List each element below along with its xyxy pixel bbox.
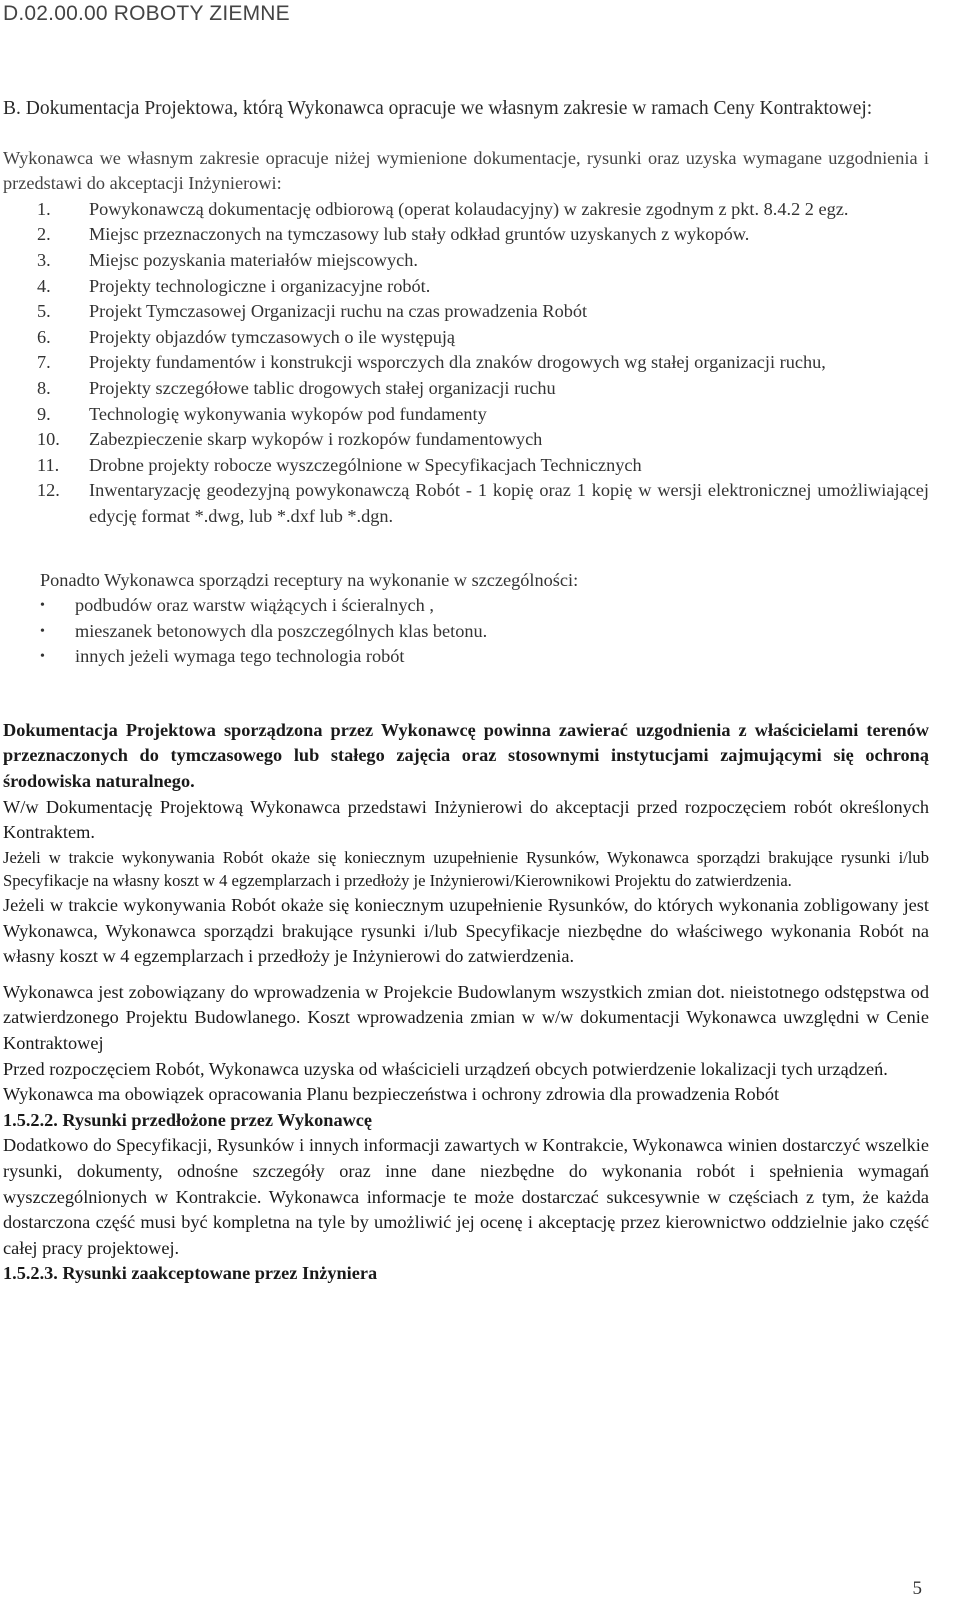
list-item: 5. Projekt Tymczasowej Organizacji ruchu na czas prowadzenia Robót [37, 301, 588, 322]
list-item: 3. Miejsc pozyskania materiałów miejscowych. [37, 249, 418, 270]
list-item: • podbudów oraz warstw wiążących i ścieralnych , [3, 593, 929, 619]
paragraph: Dodatkowo do Specyfikacji, Rysunków i innych informacji zawartych w Kontrakcie, Wykonawca winien dostarczyć wszelkie rysunki, dokumenty, odnośne szczegóły oraz inne dane niezbędne do wykonania robót i spełnienia wymagań wyszczególnionych w Kontrakcie. Wykonawca informacje te może dostarczać sukcesywnie w częściach z tym, że każda dostarczona część musi być kompletna na tyle by umożliwić jej ocenę i akceptację przez kierownictwo oddzielnie jako część całej pracy projektowej. [3, 1135, 929, 1258]
paragraph: Wykonawca jest zobowiązany do wprowadzenia w Projekcie Budowlanym wszystkich zmian dot. nieistotnego odstępstwa od zatwierdzonego Projektu Budowlanego. Koszt wprowadzenia zmian w w/w dokumentacji Wykonawca uwzględni w Cenie Kontraktowej [3, 981, 929, 1053]
receptury-list [3, 593, 929, 670]
section-heading: 1.5.2.2. Rysunki przedłożone przez Wykonawcę [3, 1109, 373, 1130]
paragraph: W/w Dokumentację Projektową Wykonawca przedstawi Inżynierowi do akceptacji przed rozpoczęciem robót określonych Kontraktem. [3, 796, 929, 843]
list-item: 9. Technologię wykonywania wykopów pod fundamenty [37, 403, 487, 424]
list-item: 12. Inwentaryzację geodezyjną powykonawczą Robót - 1 kopię oraz 1 kopię w wersji elektronicznej umożliwiającej edycję format *.dwg, lub *.dxf lub *.dgn. [37, 480, 929, 526]
section-b-intro: Wykonawca we własnym zakresie opracuje niżej wymienione dokumentacje, rysunki oraz uzyska wymagane uzgodnienia i przedstawi do akceptacji Inżynierowi: [3, 147, 929, 194]
bullet-icon: • [40, 623, 45, 639]
section-b-heading: B. Dokumentacja Projektowa, którą Wykonawca opracuje we własnym zakresie w ramach Ceny Kontraktowej: [3, 98, 873, 119]
receptury-intro: Ponadto Wykonawca sporządzi receptury na wykonanie w szczególności: [40, 569, 579, 590]
list-item: 11. Drobne projekty robocze wyszczególnione w Specyfikacjach Technicznych [37, 454, 642, 475]
list-item: 2. Miejsc przeznaczonych na tymczasowy lub stały odkład gruntów uzyskanych z wykopów. [37, 224, 750, 245]
list-item: 10. Zabezpieczenie skarp wykopów i rozkopów fundamentowych [37, 429, 543, 450]
list-item: 7. Projekty fundamentów i konstrukcji wsporczych dla znaków drogowych wg stałej organizacji ruchu, [37, 352, 826, 373]
list-item: 1. Powykonawczą dokumentację odbiorową (operat kolaudacyjny) w zakresie zgodnym z pkt. 8.4.2 2 egz. [37, 198, 849, 219]
list-item: 8. Projekty szczegółowe tablic drogowych stałej organizacji ruchu [37, 377, 556, 398]
paragraph: Jeżeli w trakcie wykonywania Robót okaże się koniecznym uzupełnienie Rysunków, Wykonawca sporządzi brakujące rysunki i/lub Specyfikacje na własny koszt w 4 egzemplarzach i przedłoży je Inżynierowi/Kierownikowi Projektu do zatwierdzenia. [3, 847, 929, 891]
document-content [3, 96, 929, 1287]
page-header-title: D.02.00.00 ROBOTY ZIEMNE [3, 2, 290, 25]
list-item: 4. Projekty technologiczne i organizacyjne robót. [37, 275, 431, 296]
list-item: • mieszanek betonowych dla poszczególnych klas betonu. [3, 619, 929, 645]
section-heading: 1.5.2.3. Rysunki zaakceptowane przez Inżyniera [3, 1263, 378, 1284]
paragraph: Przed rozpoczęciem Robót, Wykonawca uzyska od właścicieli urządzeń obcych potwierdzenie lokalizacji tych urządzeń. [3, 1058, 888, 1079]
page-number: 5 [912, 1578, 922, 1599]
list-item: • innych jeżeli wymaga tego technologia robót [3, 644, 929, 670]
bullet-icon: • [40, 649, 45, 665]
paragraph: Wykonawca ma obowiązek opracowania Planu bezpieczeństwa i ochrony zdrowia dla prowadzenia Robót [3, 1084, 780, 1105]
bold-paragraph: Dokumentacja Projektowa sporządzona przez Wykonawcę powinna zawierać uzgodnienia z właścicielami terenów przeznaczonych do tymczasowego lub stałego zajęcia oraz stosownymi instytucjami zajmującymi się ochroną środowiska naturalnego. [3, 719, 929, 792]
documentation-list [3, 197, 929, 530]
list-item: 6. Projekty objazdów tymczasowych o ile występują [37, 326, 456, 347]
paragraph: Jeżeli w trakcie wykonywania Robót okaże się koniecznym uzupełnienie Rysunków, do których wykonania zobligowany jest Wykonawca, Wykonawca sporządzi brakujące rysunki i/lub Specyfikacje niezbędne do właściwego wykonania Robót na własny koszt w 4 egzemplarzach i przedłoży je Inżynierowi do zatwierdzenia. [3, 895, 929, 967]
bullet-icon: • [40, 598, 45, 614]
